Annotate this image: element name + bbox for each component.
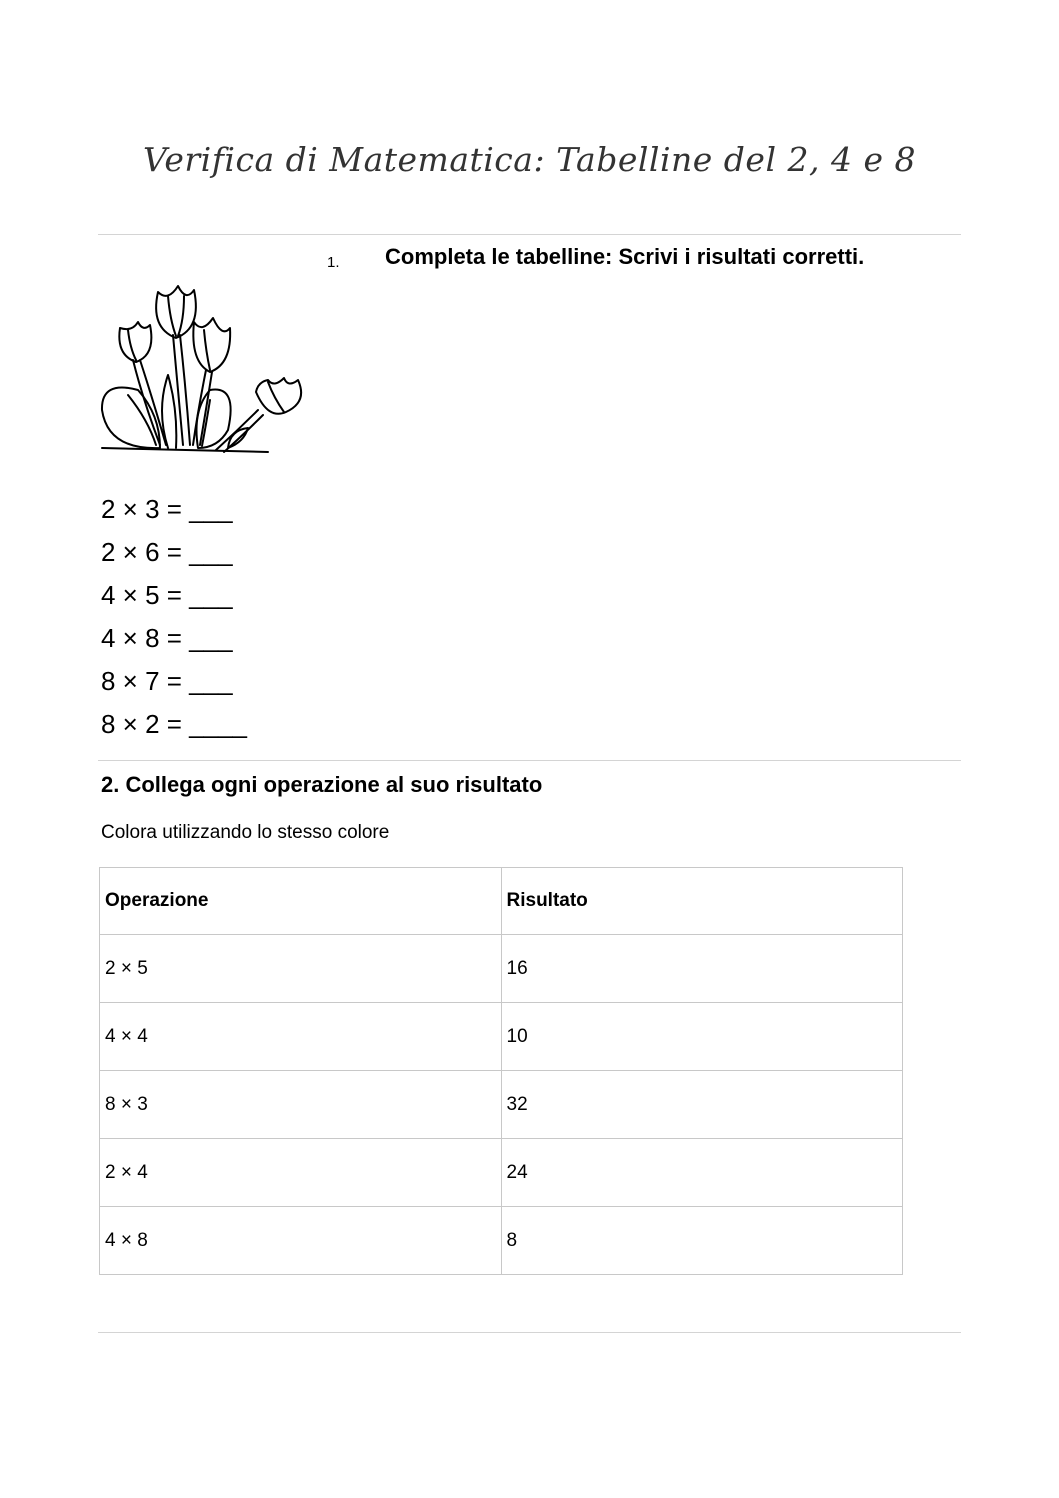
operation-item: 8 × 2 = ____ [101, 709, 248, 739]
operation-item: 2 × 6 = ___ [101, 537, 233, 567]
operation-item: 4 × 8 = ___ [101, 623, 233, 653]
table-header-row [100, 868, 903, 935]
page-title: Verifica di Matematica: Tabelline del 2, 4 e 8 [143, 140, 916, 179]
operation-item: 8 × 7 = ___ [101, 666, 233, 696]
operation-cell: 2 × 5 [100, 935, 502, 1003]
result-cell: 24 [501, 1139, 903, 1207]
operation-cell: 4 × 4 [100, 1003, 502, 1071]
result-cell: 16 [501, 935, 903, 1003]
divider [98, 234, 961, 235]
section2-subtitle: Colora utilizzando lo stesso colore [101, 822, 390, 843]
operation-cell: 2 × 4 [100, 1139, 502, 1207]
operation-item: 4 × 5 = ___ [101, 580, 233, 610]
result-cell: 32 [501, 1071, 903, 1139]
section1-number: 1. [327, 254, 340, 271]
result-cell: 10 [501, 1003, 903, 1071]
operation-cell: 4 × 8 [100, 1207, 502, 1275]
table-row [100, 1071, 903, 1139]
divider [98, 1332, 961, 1333]
table-row [100, 935, 903, 1003]
header-risultato: Risultato [501, 868, 903, 935]
table-row [100, 1207, 903, 1275]
result-cell: 8 [501, 1207, 903, 1275]
tulips-illustration-icon [98, 280, 308, 455]
operations-list [101, 488, 247, 746]
operation-cell: 8 × 3 [100, 1071, 502, 1139]
divider [98, 760, 961, 761]
section2-heading: 2. Collega ogni operazione al suo risultato [101, 772, 543, 797]
section1-heading: Completa le tabelline: Scrivi i risultati corretti. [385, 244, 865, 269]
table-row [100, 1003, 903, 1071]
match-table [99, 867, 903, 1275]
table-row [100, 1139, 903, 1207]
header-operazione: Operazione [100, 868, 502, 935]
operation-item: 2 × 3 = ___ [101, 494, 233, 524]
